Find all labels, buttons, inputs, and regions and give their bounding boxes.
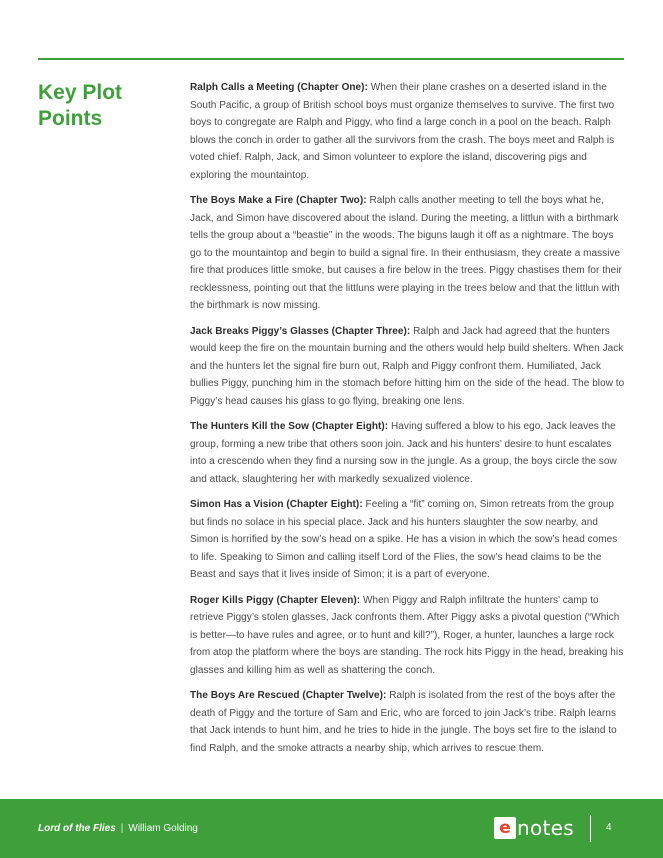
plot-point-text: Having suffered a blow to his ego, Jack leaves the group, forming a new tribe that others soon join. Jack and his hunters’ desire to hunt escalates into a crescendo when they find a nursing sow in the jungle. As a group, the boys circle the sow and attack, slaughtering her with markedly sexualized violence. xyxy=(190,421,617,485)
plot-point-title: The Boys Make a Fire (Chapter Two): xyxy=(190,195,367,206)
plot-point-title: Ralph Calls a Meeting (Chapter One): xyxy=(190,82,368,93)
footer-divider xyxy=(590,815,591,842)
plot-point xyxy=(190,592,626,680)
plot-point-title: The Boys Are Rescued (Chapter Twelve): xyxy=(190,690,387,701)
plot-point xyxy=(190,79,626,184)
plot-point-title: Jack Breaks Piggy’s Glasses (Chapter Three): xyxy=(190,325,411,337)
author-name: William Golding xyxy=(128,823,198,834)
plot-point xyxy=(190,323,626,411)
plot-point-title: The Hunters Kill the Sow (Chapter Eight): xyxy=(190,421,389,432)
plot-point xyxy=(190,192,626,315)
plot-point-text: Ralph calls another meeting to tell the boys what he, Jack, and Simon have discovered about the island. During the meeting, a littlun with a birthmark tells the group about a “beastie” in the woods. The biguns laugh it off as a nightmare. The boys go to the mountaintop and begin to build a signal fire. In their enthusiasm, they create a massive fire that produces little smoke, but causes a fire below in the trees. Piggy chastises them for their recklessness, pointing out that the littluns were playing in the trees below and that the littlun with the birthmark is now missing. xyxy=(190,195,622,311)
plot-point xyxy=(190,418,626,488)
enotes-logo-mark: e xyxy=(494,817,516,839)
section-heading: Key Plot Points xyxy=(38,81,123,130)
plot-point-text: Ralph and Jack had agreed that the hunters would keep the fire on the mountain burning and the others would help build shelters. When Jack and the hunters let the signal fire burn out, Ralph and Piggy confront them. Humiliated, Jack bullies Piggy, punching him in the stomach before hitting him on the side of the head. The blow to Piggy’s head causes his glass to go flying, breaking one lens. xyxy=(190,325,625,407)
plot-point-title: Roger Kills Piggy (Chapter Eleven): xyxy=(190,594,361,606)
plot-point-title: Simon Has a Vision (Chapter Eight): xyxy=(190,499,363,510)
plot-point-text: Ralph is isolated from the rest of the boys after the death of Piggy and the torture of Sam and Eric, who are forced to join Jack’s tribe. Ralph learns that Jack intends to hunt him, and he tries to hide in the jungle. The boys set fire to the island to find Ralph, and the smoke attracts a nearby ship, which arrives to rescue them. xyxy=(190,690,617,754)
plot-point-text: When their plane crashes on a deserted island in the South Pacific, a group of British school boys must organize themselves to survive. The first two boys to congregate are Ralph and Piggy, who find a large conch in a pool on the beach. Ralph blows the conch in order to gather all the survivors from the crash. The boys meet and Ralph is voted chief. Ralph, Jack, and Simon volunteer to explore the island, discovering pigs and exploring the mountaintop. xyxy=(190,82,615,181)
page-number: 4 xyxy=(606,822,612,833)
plot-point xyxy=(190,687,626,757)
page-footer xyxy=(0,799,663,858)
plot-point-text: Feeling a “fit” coming on, Simon retreats from the group but finds no solace in his special place. Jack and his hunters slaughter the sow nearby, and Simon is horrified by the sow’s head on a spike. He has a vision in which the sow’s head comes to life. Speaking to Simon and calling itself Lord of the Flies, the sow’s head claims to be the Beast and says that it lives inside of Simon; it is a part of everyone. xyxy=(190,499,618,580)
footer-citation xyxy=(38,823,198,834)
plot-point-text: When Piggy and Ralph infiltrate the hunters’ camp to retrieve Piggy’s stolen glasses, Jack confronts them. After Piggy asks a pivotal question (“Which is better—to have rules and agree, or to hunt and kill?”), Roger, a hunter, launches a large rock from atop the platform where the boys are standing. The rock hits Piggy in the head, breaking his glasses and killing him as well as shattering the conch. xyxy=(190,594,624,676)
plot-points-list xyxy=(190,79,626,765)
footer-separator: | xyxy=(120,823,124,834)
book-title: Lord of the Flies xyxy=(38,823,116,834)
plot-point xyxy=(190,496,626,584)
enotes-logo-text: notes xyxy=(517,816,574,840)
enotes-logo xyxy=(494,816,574,840)
top-divider xyxy=(38,58,624,60)
